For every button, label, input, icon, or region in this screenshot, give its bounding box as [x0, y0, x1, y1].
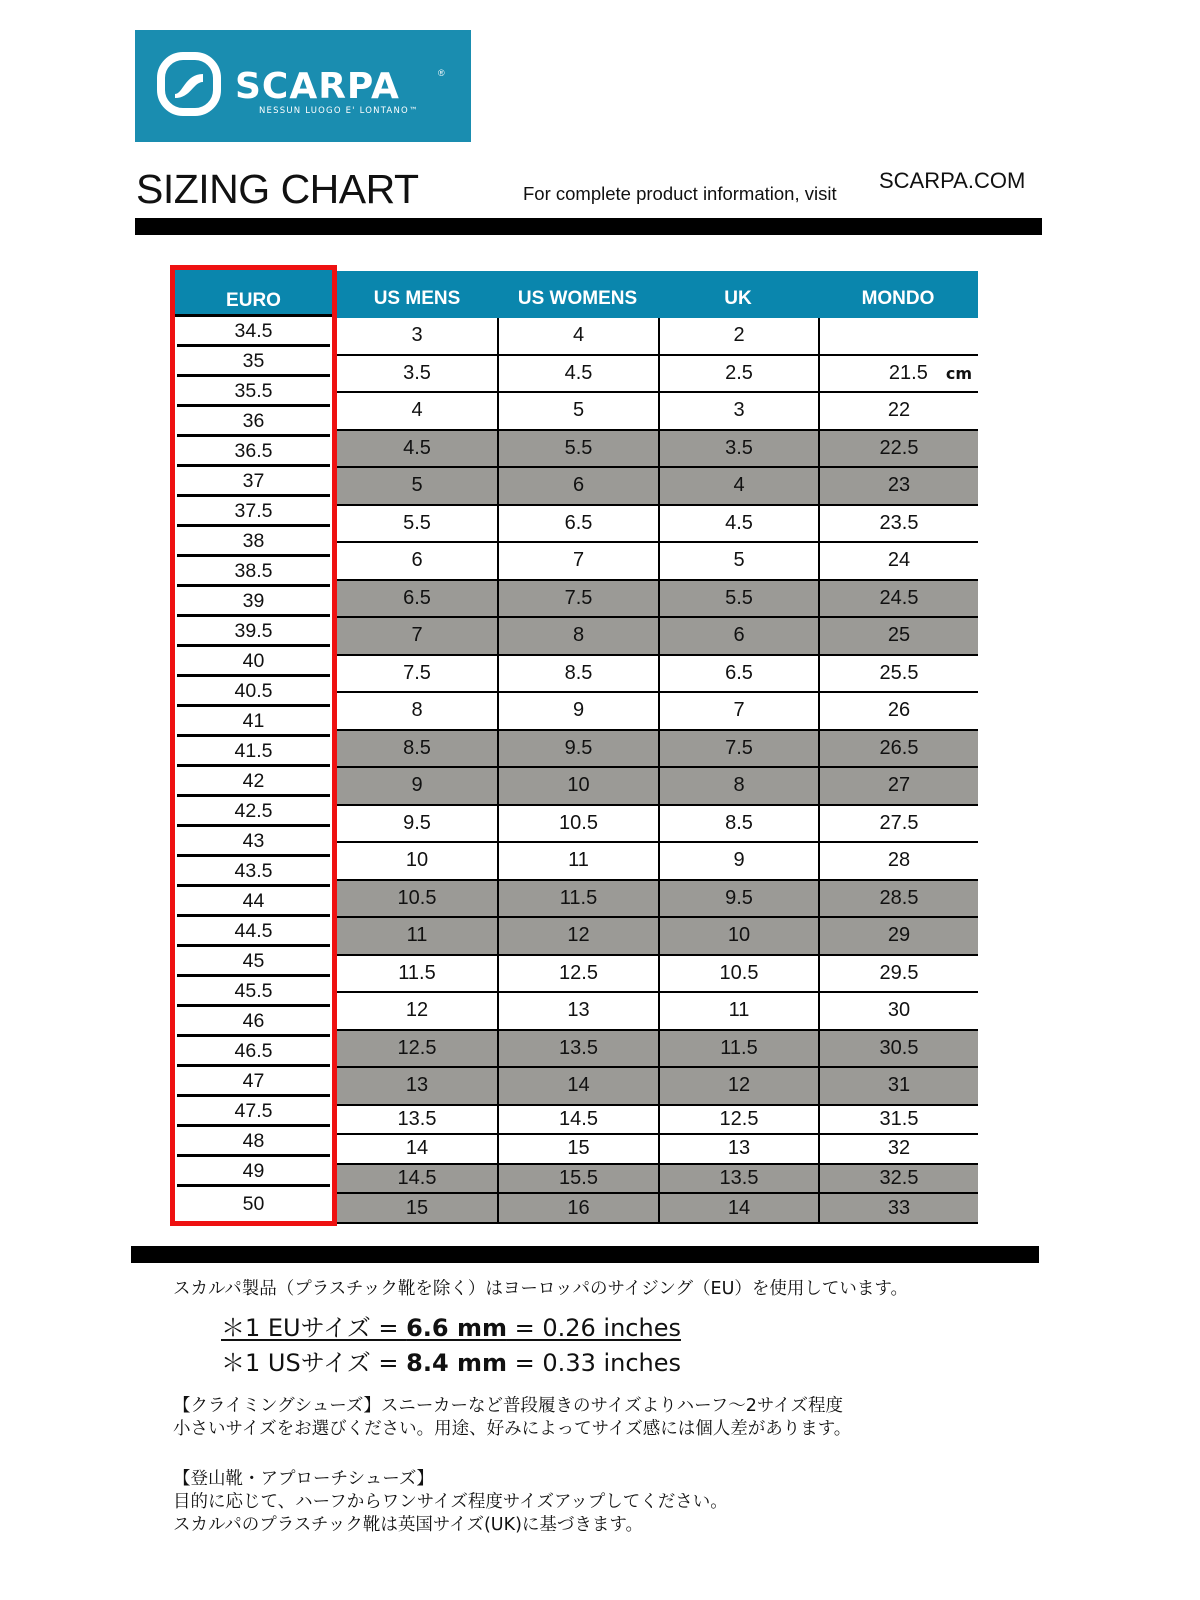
cell-value: 6.5 — [403, 586, 431, 609]
cell-value: 13 — [567, 999, 590, 1022]
eu-size-inches: = 0.26 inches — [506, 1314, 681, 1342]
cell-us-mens — [337, 918, 497, 954]
table-row — [337, 1165, 978, 1195]
cell-value: 15 — [405, 1196, 429, 1219]
cell-us-mens — [337, 506, 497, 542]
climbing-note-line-2: 小さいサイズをお選びください。用途、好みによってサイズ感には個人差があります。 — [173, 1419, 852, 1439]
cell-us-mens — [337, 1135, 497, 1163]
cell-value: 14 — [405, 1137, 429, 1160]
cell-value: 9 — [411, 774, 423, 797]
cell-mondo — [818, 1031, 978, 1067]
cell-mondo — [818, 356, 978, 392]
cell-us-mens — [337, 993, 497, 1029]
cell-value: 14 — [727, 1196, 751, 1219]
table-row — [337, 956, 978, 994]
euro-size-cell: 41.5 — [177, 737, 330, 767]
cell-value: 23 — [887, 474, 911, 497]
cell-us-mens — [337, 1068, 497, 1104]
eu-size-prefix: ＊1 EUサイズ = — [221, 1314, 407, 1342]
euro-size-cell: 40.5 — [177, 677, 330, 707]
cell-uk — [658, 543, 818, 579]
cell-us-womens — [497, 1106, 658, 1134]
cell-value: 6 — [733, 624, 745, 647]
cell-value: 12.5 — [397, 1036, 437, 1059]
cell-mondo — [818, 731, 978, 767]
cell-value: 15.5 — [559, 1166, 598, 1189]
euro-size-cell: 35 — [177, 347, 330, 377]
euro-size-cell: 38.5 — [177, 557, 330, 587]
cell-value: 11.5 — [720, 1036, 758, 1059]
cell-value: 31 — [887, 1074, 911, 1097]
cell-value: 14.5 — [559, 1107, 598, 1130]
scarpa-logo — [135, 30, 471, 142]
cell-value: 7 — [572, 549, 585, 572]
cell-us-womens — [497, 356, 658, 392]
cell-mondo — [818, 543, 978, 579]
table-row — [337, 543, 978, 581]
cell-us-mens — [337, 543, 497, 579]
table-row — [337, 1031, 978, 1069]
header-euro: EURO — [175, 270, 332, 317]
cell-value: 9.5 — [725, 886, 753, 909]
cell-value: 8.5 — [564, 661, 593, 684]
cell-value: 8 — [733, 774, 745, 797]
euro-size-cell: 41 — [177, 707, 330, 737]
cell-us-mens — [337, 768, 497, 804]
cell-value: 10.5 — [719, 961, 759, 984]
euro-size-cell: 46 — [177, 1007, 330, 1037]
euro-size-cell: 37.5 — [177, 497, 330, 527]
cell-us-mens — [337, 393, 497, 429]
cell-us-mens — [337, 431, 497, 467]
cell-mondo — [818, 1165, 978, 1193]
mondo-unit-label: cm — [945, 363, 972, 383]
cell-value: 4 — [572, 324, 585, 347]
cell-us-mens — [337, 881, 497, 917]
cell-uk — [658, 1031, 818, 1067]
cell-mondo — [818, 431, 978, 467]
cell-uk — [658, 806, 818, 842]
header-us-mens: US MENS — [373, 288, 461, 309]
cell-value: 14 — [567, 1074, 590, 1097]
divider-bottom — [131, 1246, 1039, 1263]
cell-us-womens — [497, 1194, 658, 1222]
cell-us-mens — [337, 693, 497, 729]
cell-us-womens — [497, 806, 658, 842]
us-size-mm: 8.4 mm — [406, 1349, 508, 1377]
cell-us-womens — [497, 318, 658, 354]
euro-size-cell: 42 — [177, 767, 330, 797]
cell-us-womens — [497, 393, 658, 429]
cell-value: 33 — [887, 1196, 911, 1219]
cell-value: 13.5 — [719, 1166, 759, 1189]
cell-uk — [658, 731, 818, 767]
table-row — [337, 656, 978, 694]
cell-value: 3 — [733, 399, 745, 422]
table-row — [337, 356, 978, 394]
euro-size-cell: 36.5 — [177, 437, 330, 467]
cell-uk — [658, 956, 818, 992]
euro-size-cell: 39 — [177, 587, 330, 617]
cell-us-mens — [337, 581, 497, 617]
cell-uk — [658, 881, 818, 917]
cell-value: 24 — [887, 549, 911, 572]
cell-us-womens — [497, 731, 658, 767]
euro-size-cell: 34.5 — [177, 317, 330, 347]
cell-value: 26 — [887, 699, 911, 722]
cell-uk — [658, 393, 818, 429]
eu-size-mm: 6.6 mm — [406, 1314, 507, 1342]
cell-us-womens — [497, 918, 658, 954]
cell-value: 7.5 — [725, 736, 753, 759]
cell-mondo — [818, 318, 978, 354]
cell-us-womens — [497, 1031, 658, 1067]
cell-value: 13 — [727, 1137, 751, 1160]
cell-value: 28.5 — [879, 886, 919, 909]
cell-us-mens — [337, 618, 497, 654]
cell-value: 26.5 — [879, 736, 919, 759]
cell-us-womens — [497, 993, 658, 1029]
cell-value: 7.5 — [403, 661, 431, 684]
table-row — [337, 693, 978, 731]
cell-value: 3.5 — [403, 361, 431, 384]
cell-value: 11.5 — [559, 886, 598, 909]
cell-value: 27 — [887, 774, 911, 797]
cell-value: 6 — [411, 549, 423, 572]
cell-us-womens — [497, 468, 658, 504]
cell-uk — [658, 843, 818, 879]
cell-uk — [658, 918, 818, 954]
divider-top — [135, 218, 1042, 235]
us-size-prefix: ＊1 USサイズ = — [221, 1349, 407, 1377]
cell-us-womens — [497, 543, 658, 579]
cell-value: 32 — [887, 1137, 911, 1160]
cell-us-womens — [497, 506, 658, 542]
eu-size-conversion — [221, 1308, 681, 1343]
cell-value: 25.5 — [879, 661, 919, 684]
euro-size-cell: 40 — [177, 647, 330, 677]
cell-value: 30 — [887, 999, 911, 1022]
cell-uk — [658, 431, 818, 467]
cell-value: 10.5 — [397, 886, 437, 909]
euro-size-cell: 47 — [177, 1067, 330, 1097]
cell-us-mens — [337, 1194, 497, 1222]
cell-value: 2 — [733, 324, 745, 347]
cell-mondo — [818, 393, 978, 429]
cell-value: 22.5 — [879, 436, 919, 459]
cell-mondo — [818, 918, 978, 954]
cell-value: 9.5 — [564, 736, 593, 759]
euro-size-cell: 39.5 — [177, 617, 330, 647]
cell-value: 6.5 — [725, 661, 753, 684]
cell-us-womens — [497, 1068, 658, 1104]
cell-value: 8 — [572, 624, 585, 647]
cell-mondo — [818, 581, 978, 617]
cell-value: 5.5 — [564, 436, 593, 459]
header-us-womens: US WOMENS — [517, 288, 638, 309]
euro-size-cell: 37 — [177, 467, 330, 497]
cell-value: 7 — [411, 624, 423, 647]
cell-uk — [658, 356, 818, 392]
cell-mondo — [818, 618, 978, 654]
cell-uk — [658, 1194, 818, 1222]
cell-value: 4 — [411, 399, 423, 422]
eu-sizing-note: スカルパ製品（プラスチック靴を除く）はヨーロッパのサイジング（EU）を使用しています。 — [173, 1279, 908, 1299]
cell-value: 32.5 — [879, 1166, 919, 1189]
table-row — [337, 506, 978, 544]
cell-uk — [658, 1068, 818, 1104]
euro-size-cell: 44 — [177, 887, 330, 917]
cell-value: 14.5 — [397, 1166, 437, 1189]
cell-mondo — [818, 656, 978, 692]
cell-value: 9 — [572, 699, 585, 722]
cell-uk — [658, 993, 818, 1029]
euro-size-cell: 44.5 — [177, 917, 330, 947]
table-row — [337, 881, 978, 919]
cell-us-mens — [337, 956, 497, 992]
cell-value: 10 — [567, 774, 590, 797]
cell-value: 8.5 — [403, 736, 431, 759]
cell-mondo — [818, 806, 978, 842]
cell-value: 12 — [727, 1074, 751, 1097]
site-link[interactable]: SCARPA.COM — [879, 168, 1026, 193]
cell-us-mens — [337, 656, 497, 692]
cell-value: 16 — [567, 1196, 590, 1219]
cell-uk — [658, 618, 818, 654]
cell-value: 12 — [567, 924, 590, 947]
cell-value: 23.5 — [879, 511, 919, 534]
us-size-inches: = 0.33 inches — [507, 1349, 682, 1377]
table-row — [337, 731, 978, 769]
cell-value: 30.5 — [879, 1036, 919, 1059]
cell-uk — [658, 656, 818, 692]
euro-size-cell: 49 — [177, 1157, 330, 1187]
cell-us-womens — [497, 618, 658, 654]
cell-us-womens — [497, 431, 658, 467]
mountain-note-line-1: 目的に応じて、ハーフからワンサイズ程度サイズアップしてください。 — [173, 1492, 728, 1512]
cell-us-mens — [337, 318, 497, 354]
table-row — [337, 806, 978, 844]
cell-value: 6 — [572, 474, 585, 497]
cell-us-mens — [337, 468, 497, 504]
cell-value: 27.5 — [879, 811, 919, 834]
table-row — [337, 1135, 978, 1165]
cell-value: 5 — [572, 399, 585, 422]
cell-mondo — [818, 506, 978, 542]
euro-size-cell: 43 — [177, 827, 330, 857]
table-row — [337, 1194, 978, 1224]
cell-value: 9 — [733, 849, 745, 872]
cell-value: 29 — [887, 924, 911, 947]
euro-size-cell: 45.5 — [177, 977, 330, 1007]
cell-us-mens — [337, 1106, 497, 1134]
cell-us-mens — [337, 731, 497, 767]
cell-value: 11.5 — [398, 961, 436, 984]
cell-value: 12 — [405, 999, 429, 1022]
cell-us-womens — [497, 843, 658, 879]
cell-value: 13 — [405, 1074, 429, 1097]
cell-value: 4.5 — [725, 511, 753, 534]
cell-us-womens — [497, 956, 658, 992]
cell-mondo — [818, 1135, 978, 1163]
cell-mondo — [818, 993, 978, 1029]
cell-value: 5 — [411, 474, 423, 497]
table-row — [337, 618, 978, 656]
cell-value: 13.5 — [397, 1107, 437, 1130]
cell-value: 24.5 — [879, 586, 919, 609]
cell-uk — [658, 1106, 818, 1134]
cell-value: 21.5 — [888, 361, 928, 384]
table-row — [337, 918, 978, 956]
euro-size-cell: 35.5 — [177, 377, 330, 407]
cell-value: 3 — [411, 324, 423, 347]
cell-value: 31.5 — [879, 1107, 919, 1130]
logo-wordmark: SCARPA — [235, 66, 400, 107]
page-title: SIZING CHART — [136, 166, 419, 212]
header-uk: UK — [724, 288, 752, 309]
cell-uk — [658, 1165, 818, 1193]
cell-value: 28 — [887, 849, 911, 872]
table-row — [337, 1106, 978, 1136]
cell-uk — [658, 506, 818, 542]
cell-us-mens — [337, 356, 497, 392]
cell-value: 10.5 — [559, 811, 598, 834]
cell-value: 9.5 — [403, 811, 431, 834]
cell-us-mens — [337, 1031, 497, 1067]
cell-value: 10 — [727, 924, 751, 947]
cell-mondo — [818, 956, 978, 992]
euro-size-cell: 43.5 — [177, 857, 330, 887]
cell-value: 25 — [887, 624, 911, 647]
cell-value: 5.5 — [725, 586, 753, 609]
cell-value: 11 — [406, 924, 428, 947]
cell-value: 5 — [733, 549, 745, 572]
cell-us-womens — [497, 693, 658, 729]
table-row — [337, 431, 978, 469]
cell-value: 12.5 — [719, 1107, 759, 1130]
euro-size-cell: 50 — [242, 1193, 265, 1215]
cell-value: 12.5 — [559, 961, 598, 984]
cell-uk — [658, 693, 818, 729]
cell-uk — [658, 318, 818, 354]
table-row — [337, 318, 978, 356]
cell-mondo — [818, 881, 978, 917]
logo-tagline: NESSUN LUOGO E' LONTANO™ — [259, 106, 419, 116]
cell-value: 8 — [411, 699, 423, 722]
cell-us-womens — [497, 881, 658, 917]
registered-mark: ® — [438, 68, 445, 78]
mountain-note-line-2: スカルパのプラスチック靴は英国サイズ(UK)に基づきます。 — [173, 1515, 644, 1535]
cell-value: 15 — [567, 1137, 590, 1160]
cell-value: 11 — [568, 849, 589, 872]
table-row — [337, 1068, 978, 1106]
euro-size-cell: 46.5 — [177, 1037, 330, 1067]
cell-uk — [658, 468, 818, 504]
header-mondo: MONDO — [861, 288, 935, 309]
cell-value: 4.5 — [403, 436, 431, 459]
cell-us-mens — [337, 1165, 497, 1193]
euro-column-highlight — [170, 265, 337, 1226]
cell-uk — [658, 581, 818, 617]
euro-size-cell: 47.5 — [177, 1097, 330, 1127]
cell-mondo — [818, 1194, 978, 1222]
cell-mondo — [818, 1106, 978, 1134]
climbing-note-line-1: 【クライミングシューズ】スニーカーなど普段履きのサイズよりハーフ〜2サイズ程度 — [173, 1396, 844, 1416]
cell-value: 22 — [887, 399, 911, 422]
cell-value: 4 — [733, 474, 745, 497]
us-size-conversion — [221, 1343, 681, 1378]
cell-us-mens — [337, 843, 497, 879]
table-row — [337, 843, 978, 881]
table-row — [337, 581, 978, 619]
cell-value: 29.5 — [879, 961, 919, 984]
cell-us-mens — [337, 806, 497, 842]
cell-value: 6.5 — [564, 511, 593, 534]
visit-text: For complete product information, visit — [523, 183, 837, 204]
cell-value: 3.5 — [725, 436, 753, 459]
table-row — [337, 768, 978, 806]
euro-size-cell: 38 — [177, 527, 330, 557]
cell-value: 11 — [728, 999, 750, 1022]
cell-us-womens — [497, 1165, 658, 1193]
euro-size-cell: 45 — [177, 947, 330, 977]
scarpa-s-mark-icon — [157, 52, 221, 116]
cell-value: 4.5 — [564, 361, 593, 384]
table-header — [337, 271, 978, 318]
cell-us-womens — [497, 581, 658, 617]
mountain-note-heading: 【登山靴・アプローチシューズ】 — [173, 1469, 434, 1489]
cell-value: 2.5 — [725, 361, 753, 384]
table-row — [337, 393, 978, 431]
cell-value: 8.5 — [725, 811, 753, 834]
cell-mondo — [818, 843, 978, 879]
cell-mondo — [818, 468, 978, 504]
cell-us-womens — [497, 656, 658, 692]
euro-size-cell: 48 — [177, 1127, 330, 1157]
cell-mondo — [818, 693, 978, 729]
euro-size-cell: 36 — [177, 407, 330, 437]
cell-mondo — [818, 1068, 978, 1104]
cell-value: 7.5 — [564, 586, 593, 609]
cell-value: 5.5 — [403, 511, 431, 534]
cell-us-womens — [497, 768, 658, 804]
table-row — [337, 468, 978, 506]
cell-uk — [658, 768, 818, 804]
euro-size-cell: 42.5 — [177, 797, 330, 827]
cell-value: 7 — [733, 699, 745, 722]
cell-value: 13.5 — [559, 1036, 598, 1059]
cell-uk — [658, 1135, 818, 1163]
table-row — [337, 993, 978, 1031]
cell-mondo — [818, 768, 978, 804]
cell-us-womens — [497, 1135, 658, 1163]
cell-value: 10 — [405, 849, 429, 872]
